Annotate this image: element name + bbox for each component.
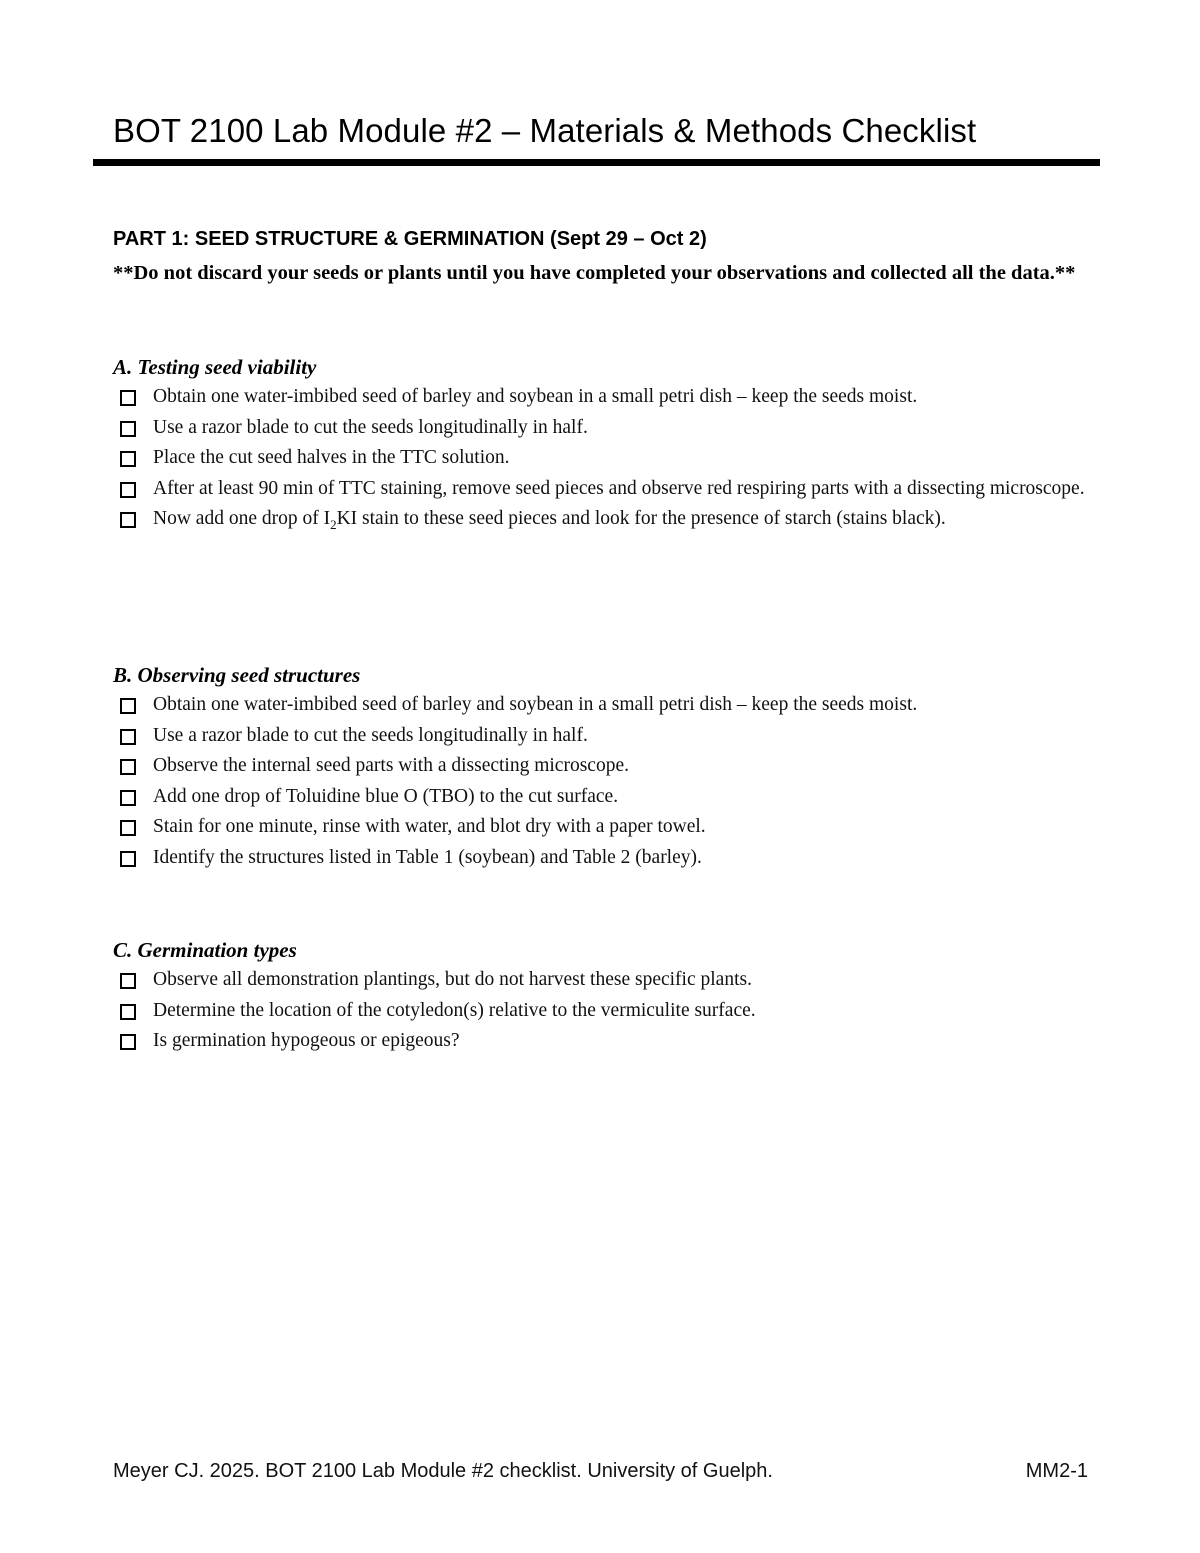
checklist-item-text: After at least 90 min of TTC staining, remove seed pieces and observe red respiring parts with a dissecting microscope. <box>153 477 1085 499</box>
page-number: MM2-1 <box>1025 1460 1088 1482</box>
footer-citation: Meyer CJ. 2025. BOT 2100 Lab Module #2 checklist. University of Guelph. <box>113 1460 773 1482</box>
checklist-item-text: Place the cut seed halves in the TTC solution. <box>153 447 510 468</box>
checkbox-icon[interactable] <box>120 1004 136 1020</box>
checklist-item-text: Now add one drop of $I_2KI$ stain to these seed pieces and look for the presence of starch (stains black). <box>153 508 946 532</box>
checklist-item <box>113 965 1093 996</box>
page-title: BOT 2100 Lab Module #2 – Materials & Methods Checklist <box>113 112 977 149</box>
checkbox-icon[interactable] <box>120 512 136 528</box>
checkbox-icon[interactable] <box>120 790 136 806</box>
checkbox-icon[interactable] <box>120 451 136 467</box>
section-heading: C. Germination types <box>113 938 297 962</box>
checkbox-icon[interactable] <box>120 973 136 989</box>
checklist-item <box>113 721 1093 752</box>
checkbox-icon[interactable] <box>120 390 136 406</box>
checklist-item <box>113 996 1093 1027</box>
checklist-item-text: Observe all demonstration plantings, but do not harvest these specific plants. <box>153 969 752 990</box>
checkbox-icon[interactable] <box>120 851 136 867</box>
subscript: 2 <box>330 516 337 532</box>
checklist-item <box>113 782 1093 813</box>
checklist-item-text: Use a razor blade to cut the seeds longitudinally in half. <box>153 416 588 438</box>
checklist-item-text: Add one drop of Toluidine blue O (TBO) to the cut surface. <box>153 785 619 807</box>
checkbox-icon[interactable] <box>120 1034 136 1050</box>
checklist <box>113 382 1093 540</box>
section-testing-seed-viability <box>113 352 1093 540</box>
checklist-item <box>113 751 1093 782</box>
section-heading: A. Testing seed viability <box>113 355 317 379</box>
checklist-item-text: Use a razor blade to cut the seeds longitudinally in half. <box>153 724 588 746</box>
checkbox-icon[interactable] <box>120 759 136 775</box>
checklist-item <box>113 443 1093 474</box>
checklist-item <box>113 382 1093 413</box>
checklist-item <box>113 843 1093 874</box>
checklist-item-text: Obtain one water-imbibed seed of barley and soybean in a small petri dish – keep the seeds moist. <box>153 386 918 407</box>
checklist-item-text: Observe the internal seed parts with a dissecting microscope. <box>153 755 629 776</box>
checklist-item-text: Obtain one water-imbibed seed of barley and soybean in a small petri dish – keep the seeds moist. <box>153 694 918 715</box>
checkbox-icon[interactable] <box>120 820 136 836</box>
checkbox-icon[interactable] <box>120 729 136 745</box>
page-footer <box>113 1460 1088 1483</box>
section-heading: B. Observing seed structures <box>113 663 361 687</box>
checklist-item <box>113 413 1093 444</box>
checklist-item <box>113 1026 1093 1057</box>
checklist-item-text: Identify the structures listed in Table 1 (soybean) and Table 2 (barley). <box>153 846 702 868</box>
checklist-item <box>113 474 1093 505</box>
checklist-item-text: Stain for one minute, rinse with water, and blot dry with a paper towel. <box>153 816 706 837</box>
section-germination-types <box>113 935 1093 1057</box>
checklist-item <box>113 812 1093 843</box>
checklist-item <box>113 690 1093 721</box>
checkbox-icon[interactable] <box>120 421 136 437</box>
checkbox-icon[interactable] <box>120 482 136 498</box>
checklist-item-text: Is germination hypogeous or epigeous? <box>153 1030 460 1051</box>
title-rule <box>93 159 1100 166</box>
warning-note: **Do not discard your seeds or plants until you have completed your observations and collected all the data.** <box>113 262 1076 284</box>
section-observing-seed-structures <box>113 660 1093 873</box>
checklist-item <box>113 504 1093 540</box>
checklist <box>113 690 1093 873</box>
part-heading: PART 1: SEED STRUCTURE & GERMINATION (Sept 29 – Oct 2) <box>113 228 707 250</box>
checklist <box>113 965 1093 1057</box>
checkbox-icon[interactable] <box>120 698 136 714</box>
checklist-item-text: Determine the location of the cotyledon(s) relative to the vermiculite surface. <box>153 999 756 1021</box>
